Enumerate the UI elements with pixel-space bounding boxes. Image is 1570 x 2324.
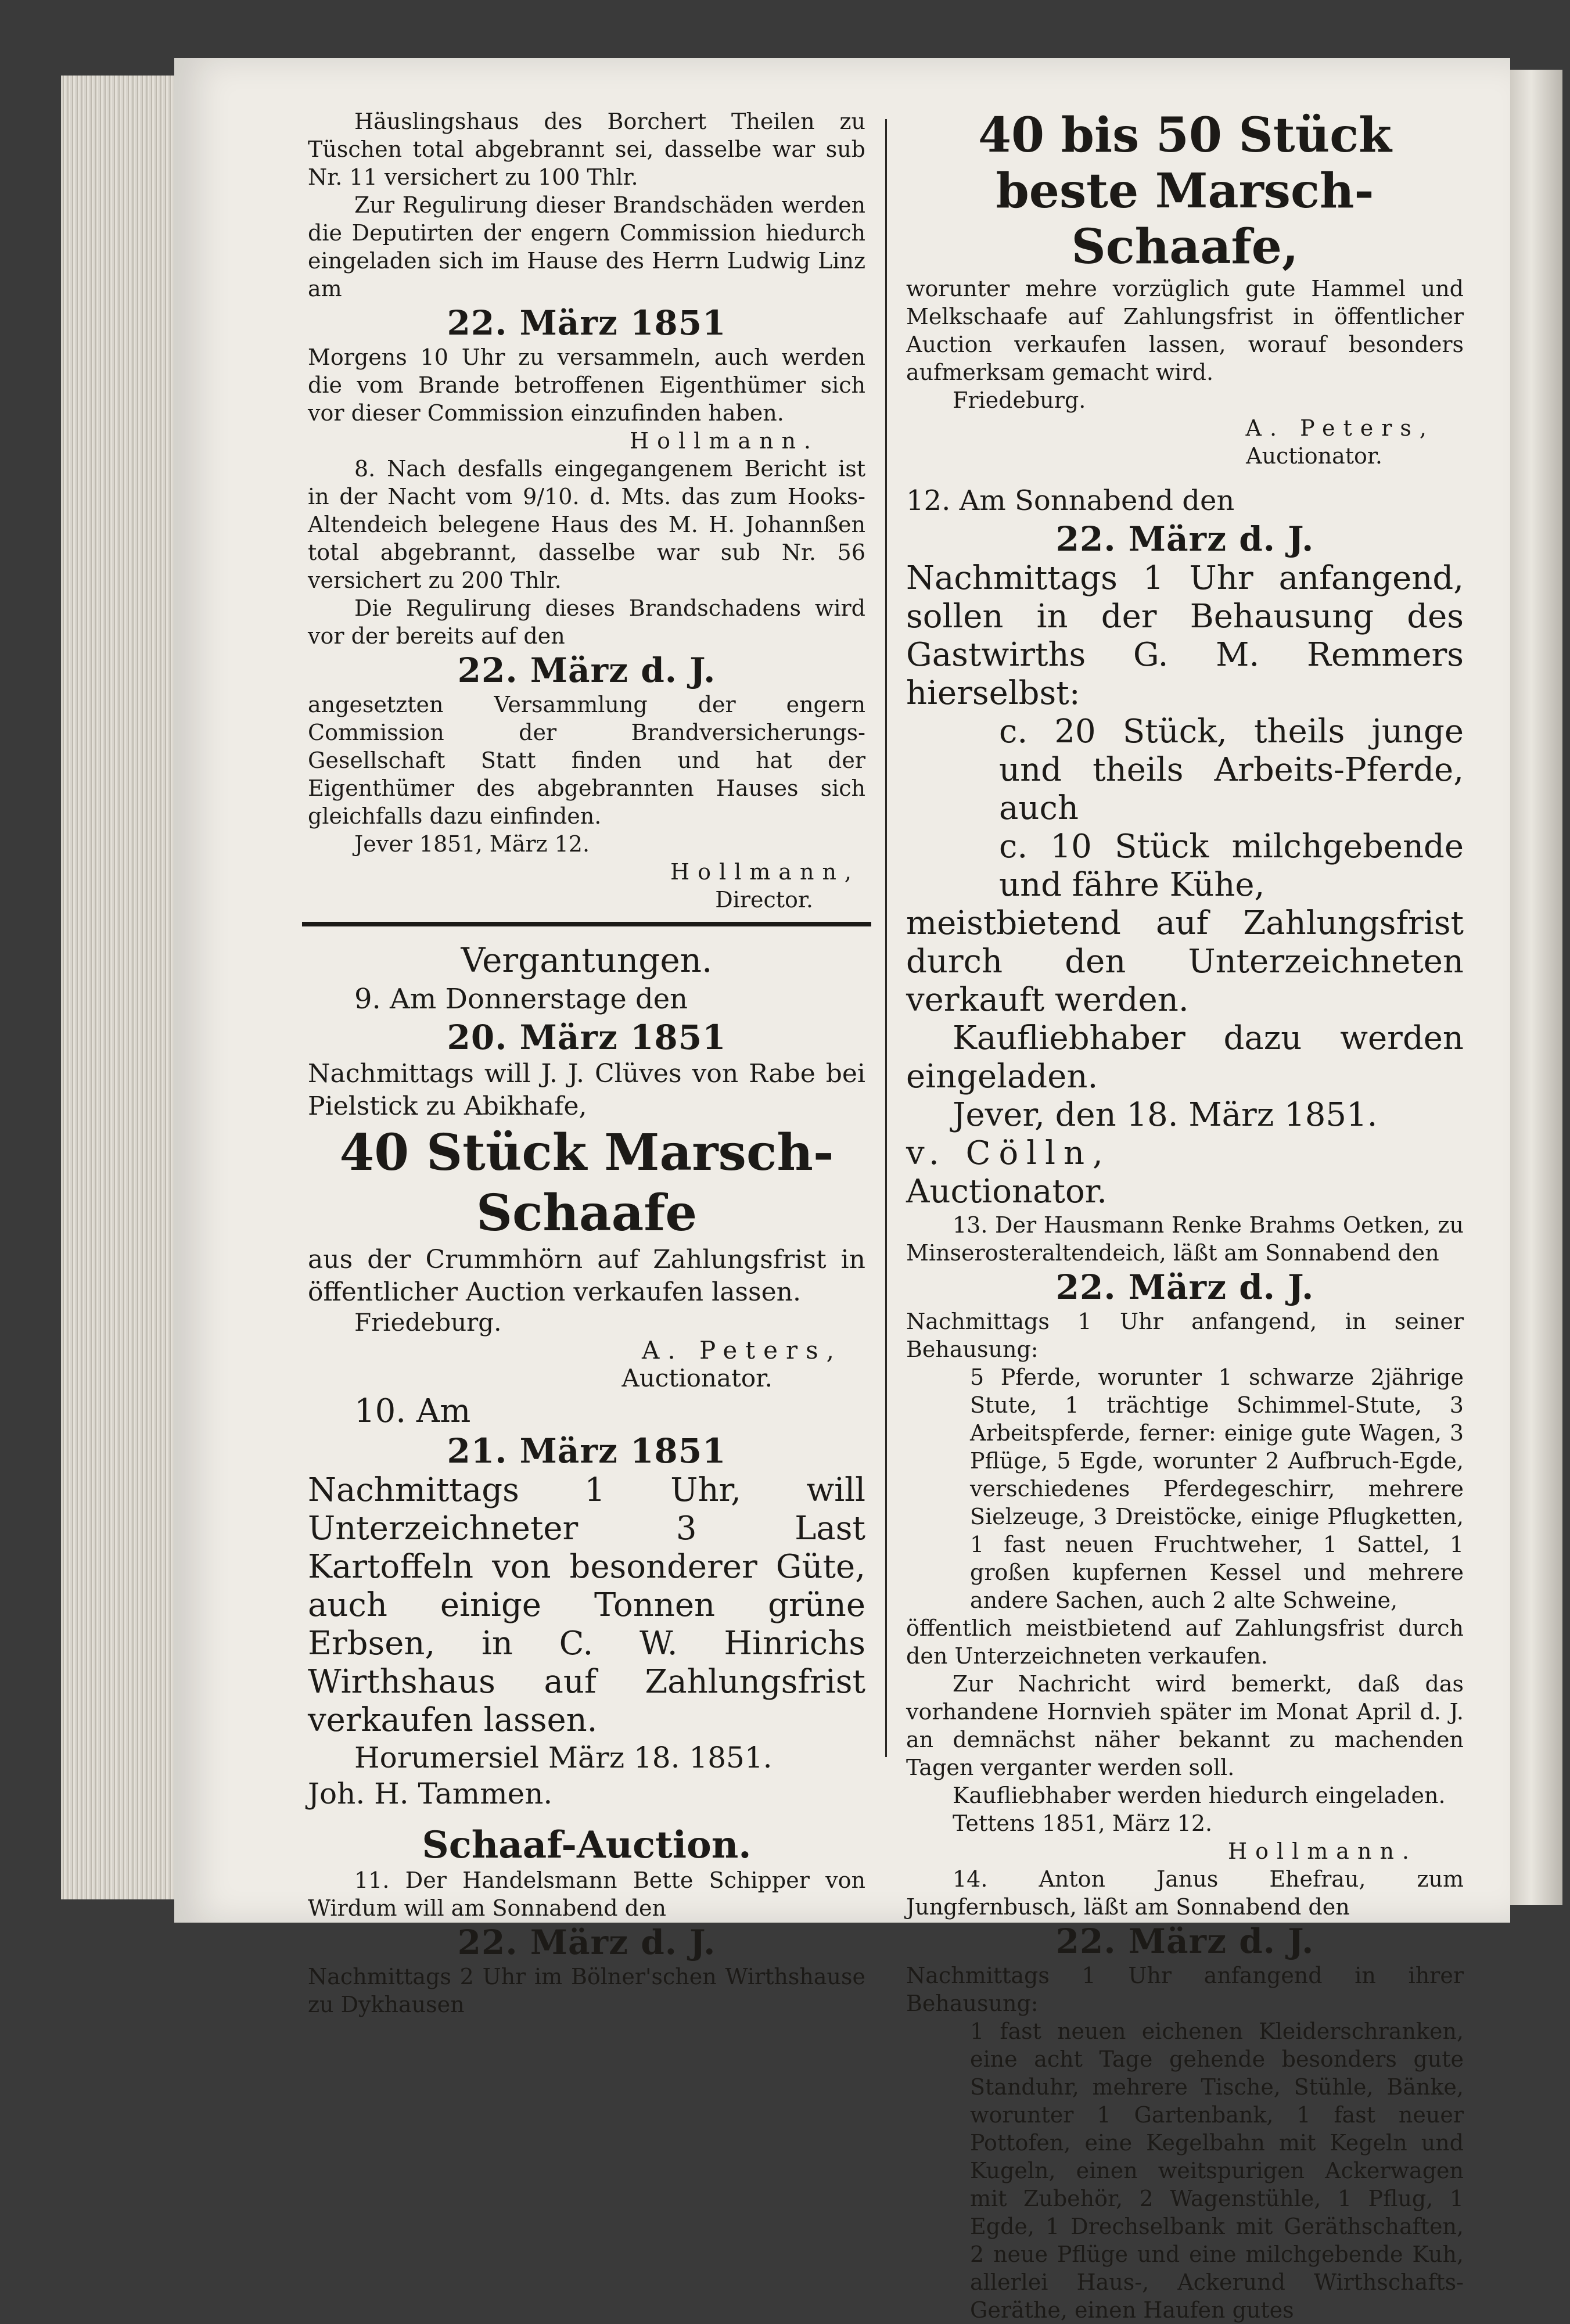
- notice-13-intro: 13. Der Hausmann Renke Brahms Oetken, zu Minserosteraltendeich, läßt am Sonnabend den: [906, 1212, 1464, 1266]
- notice-13-time: Nachmittags 1 Uhr anfangend, in seiner Behausung:: [906, 1309, 1464, 1362]
- date-heading: 20. März 1851: [447, 1018, 727, 1057]
- place-date: Tettens 1851, März 12.: [953, 1811, 1213, 1836]
- notice-8-assembly: angesetzten Versammlung der engern Commission der Brandversicherungs-Gesellschaft Statt finden und hat der Eigenthümer des abgebrannten Hauses sich gleichfalls dazu einfinden.: [308, 692, 865, 829]
- date-heading: 22. März d. J.: [1055, 1921, 1314, 1961]
- notice-13-items: 5 Pferde, worunter 1 schwarze 2jährige Stute, 1 trächtige Schimmel-Stute, 3 Arbeitspferde, ferner: einige gute Wagen, 3 Pflüge, 5 Egde, worunter 2 Aufbruch-Egde, verschiedenes Pferdegeschirr, mehrere Sielzeuge, 3 Dreistöcke, einige Pflugketten, 1 fast neuen Fruchtweher, 1 Sattel, 1 großen kupfernen Kessel und mehrere andere Sachen, auch 2 alte Schweine,: [970, 1364, 1464, 1613]
- place-date: Jever, den 18. März 1851.: [953, 1096, 1378, 1134]
- notice-9-intro: 9. Am Donnerstage den: [354, 983, 688, 1015]
- signature: Joh. H. Tammen.: [308, 1777, 553, 1811]
- notice-13-note: Zur Nachricht wird bemerkt, daß das vorhandene Hornvieh später im Monat April d. J. an demnächst näher bekannt zu machenden Tagen verganter werden soll.: [906, 1671, 1464, 1780]
- date-heading: 22. März d. J.: [457, 1923, 716, 1962]
- place-date: Jever 1851, März 12.: [354, 831, 590, 857]
- notice-13-invitation: Kaufliebhaber werden hiedurch eingeladen.: [953, 1783, 1446, 1808]
- spacer: [308, 1812, 865, 1824]
- notice-11-time: Nachmittags 2 Uhr im Bölner'schen Wirthshause zu Dykhausen: [308, 1964, 865, 2017]
- date-heading: 22. März d. J.: [1055, 1267, 1314, 1307]
- right-column: [906, 107, 1464, 2324]
- notice-12-item-horses: c. 20 Stück, theils junge und theils Arbeits-Pferde, auch: [999, 713, 1464, 827]
- notice-11: 11. Der Handelsmann Bette Schipper von Wirdum will am Sonnabend den: [308, 1867, 865, 1921]
- signature: Hollmann.: [1227, 1838, 1417, 1864]
- notice-12-text: Nachmittags 1 Uhr anfangend, sollen in der Behausung des Gastwirths G. M. Remmers hierselbst:: [906, 559, 1464, 712]
- signature: Hollmann.: [629, 428, 819, 454]
- notice-9-text: Nachmittags will J. J. Clüves von Rabe bei Pielstick zu Abikhafe,: [308, 1059, 865, 1121]
- notice-12-intro: 12. Am Sonnabend den: [906, 484, 1235, 517]
- place: Friedeburg.: [953, 387, 1086, 413]
- notice-14-time: Nachmittags 1 Uhr anfangend in ihrer Behausung:: [906, 1963, 1464, 2016]
- notice-10-text: Nachmittags 1 Uhr, will Unterzeichneter 3 Last Kartoffeln von besonderer Güte, auch einige Tonnen grüne Erbsen, in C. W. Hinrichs Wirthshaus auf Zahlungsfrist verkaufen lassen.: [308, 1471, 865, 1739]
- left-column: [308, 107, 865, 2018]
- notice-7-end: Häuslingshaus des Borchert Theilen zu Tüschen total abgebrannt sei, dasselbe war sub Nr. 11 versichert zu 100 Thlr.: [308, 109, 865, 190]
- notice-12-item-cows: c. 10 Stück milchgebende und fähre Kühe,: [999, 828, 1464, 904]
- signature: v. Cölln,: [906, 1134, 1111, 1172]
- section-heading-vergantungen: Vergantungen.: [461, 940, 713, 980]
- notice-8: 8. Nach desfalls eingegangenem Bericht ist in der Nacht vom 9/10. d. Mts. das zum Hooks-Altendeich belegene Haus des M. H. Johannßen total abgebrannt, dasselbe war sub Nr. 56 versichert zu 200 Thlr.: [308, 456, 865, 593]
- notice-12-terms: meistbietend auf Zahlungsfrist durch den Unterzeichneten verkauft werden.: [906, 904, 1464, 1019]
- book-page-edges: [61, 76, 183, 1899]
- section-rule: [302, 922, 871, 926]
- notice-7-time: Morgens 10 Uhr zu versammeln, auch werden die vom Brande betroffenen Eigenthümer sich vor dieser Commission einzufinden haben.: [308, 344, 865, 426]
- signature: A. Peters,: [642, 1336, 842, 1364]
- notice-14-items: 1 fast neuen eichenen Kleiderschranken, eine acht Tage gehende besonders gute Standuhr, mehrere Tische, Stühle, Bänke, worunter 1 Gartenbank, 1 fast neuer Pottofen, eine Kegelbahn mit Kegeln und Kugeln, einen weitspurigen Ackerwagen mit Zubehör, 2 Wagenstühle, 1 Pflug, 1 Egde, 1 Drechselbank mit Geräthschaften, 2 neue Pflüge und eine milchgebende Kuh, allerlei Haus-, Ackerund Wirthschafts-Geräthe, einen Haufen gutes: [970, 2018, 1464, 2323]
- date-heading: 21. März 1851: [447, 1431, 727, 1471]
- signature-title: Auctionator.: [1246, 443, 1382, 469]
- signature-title: Auctionator.: [621, 1364, 773, 1392]
- notice-headline: 40 bis 50 Stück beste Marsch-Schaafe,: [978, 107, 1392, 275]
- notice-8-regulation: Die Regulirung dieses Brandschadens wird vor der bereits auf den: [308, 595, 865, 649]
- signature: Hollmann,: [670, 859, 860, 885]
- date-heading: 22. März d. J.: [1055, 519, 1314, 559]
- notice-details: worunter mehre vorzüglich gute Hammel und Melkschaafe auf Zahlungsfrist in öffentlicher Auction verkaufen lassen, worauf besonders aufmerksam gemacht wird.: [906, 276, 1464, 385]
- date-heading: 22. März 1851: [447, 303, 727, 343]
- notice-9-details: aus der Crummhörn auf Zahlungsfrist in öffentlicher Auction verkaufen lassen.: [308, 1245, 865, 1307]
- notice-12-invitation: Kaufliebhaber dazu werden eingeladen.: [906, 1019, 1464, 1095]
- notice-14-intro: 14. Anton Janus Ehefrau, zum Jungfernbusch, läßt am Sonnabend den: [906, 1866, 1464, 1920]
- facing-page-edge: [1510, 70, 1562, 1905]
- place: Friedeburg.: [354, 1308, 502, 1337]
- signature: A. Peters,: [1245, 415, 1435, 441]
- place-date: Horumersiel März 18. 1851.: [354, 1741, 773, 1775]
- notice-13-terms: öffentlich meistbietend auf Zahlungsfrist durch den Unterzeichneten verkaufen.: [906, 1615, 1464, 1669]
- notice-9-headline: 40 Stück Marsch-Schaafe: [339, 1123, 834, 1242]
- column-divider: [885, 119, 887, 1757]
- notice-10-intro: 10. Am: [354, 1392, 471, 1430]
- notice-7-invitation: Zur Regulirung dieser Brandschäden werden die Deputirten der engern Commission hiedurch eingeladen sich im Hause des Herrn Ludwig Linz am: [308, 192, 865, 301]
- date-heading: 22. März d. J.: [457, 651, 716, 690]
- signature-title: Auctionator.: [906, 1173, 1108, 1211]
- signature-title: Director.: [715, 887, 813, 913]
- spacer: [906, 470, 1464, 483]
- section-heading-schaaf-auction: Schaaf-Auction.: [422, 1823, 752, 1867]
